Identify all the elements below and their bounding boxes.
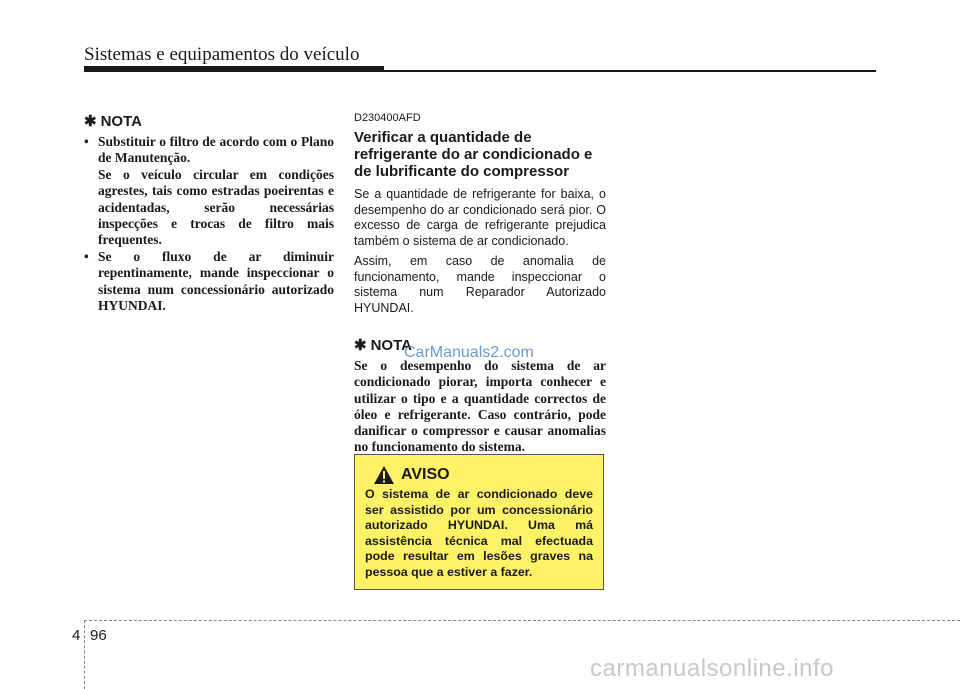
header-rule-thin [384,70,876,72]
watermark-text: CarManuals2.com [404,344,534,361]
list-item-text: • Substituir o filtro de acordo com o Plano de Manutenção. [98,134,334,166]
warning-text: O sistema de ar condicionado deve ser assistido por um concessionário autorizado HYUNDAI. Uma má assistência técnica mal efectuada pode resultar em lesões graves na pessoa que a estiver a fazer. [365,487,593,579]
nota-heading [84,112,334,130]
warning-box [354,454,604,590]
footer-divider [84,620,85,689]
nota-list [84,134,334,314]
star-icon: ✱ [84,113,97,130]
nota-label: NOTA [370,336,412,354]
section-code: D230400AFD [354,112,421,124]
footer-watermark: carmanualsonline.info [590,655,834,682]
warning-header [373,465,593,485]
page-number: 96 [90,627,107,644]
warning-triangle-icon [373,465,395,485]
warning-title: AVISO [401,466,450,483]
star-icon: ✱ [354,337,367,354]
body-paragraph: Se a quantidade de refrigerante for baixa, o desempenho do ar condicionado será pior. O excesso de carga de refrigerante prejudica também o sistema de ar condicionado. [354,187,606,248]
header-rule-thick [84,66,384,72]
right-column [354,112,606,456]
chapter-number: 4 [72,627,81,644]
list-item [84,134,334,249]
left-column [84,112,334,314]
list-item-text: • Se o fluxo de ar diminuir repentinamente, mande inspeccionar o sistema num concessionário autorizado HYUNDAI. [98,248,334,314]
footer-rule [84,620,960,621]
list-item-text: Se o veículo circular em condições agrestes, tais como estradas poeirentas e acidentadas, serão necessárias inspecções e trocas de filtro mais frequentes. [98,166,334,248]
page-header-title: Sistemas e equipamentos do veículo [84,44,360,65]
nota-label: NOTA [100,112,142,130]
nota-text: Se o desempenho do sistema de ar condicionado piorar, importa conhecer e utilizar o tipo e a quantidade correctos de óleo e refrigerante. Caso contrário, pode danificar o compressor e causar anomalias no funcionamento do sistema. [354,358,606,455]
list-item [84,249,334,315]
section-title: Verificar a quantidade de refrigerante do ar condicionado e de lubrificante do compressor [354,129,593,180]
body-paragraph: Assim, em caso de anomalia de funcionamento, mande inspeccionar o sistema num Reparador Autorizado HYUNDAI. [354,254,606,315]
